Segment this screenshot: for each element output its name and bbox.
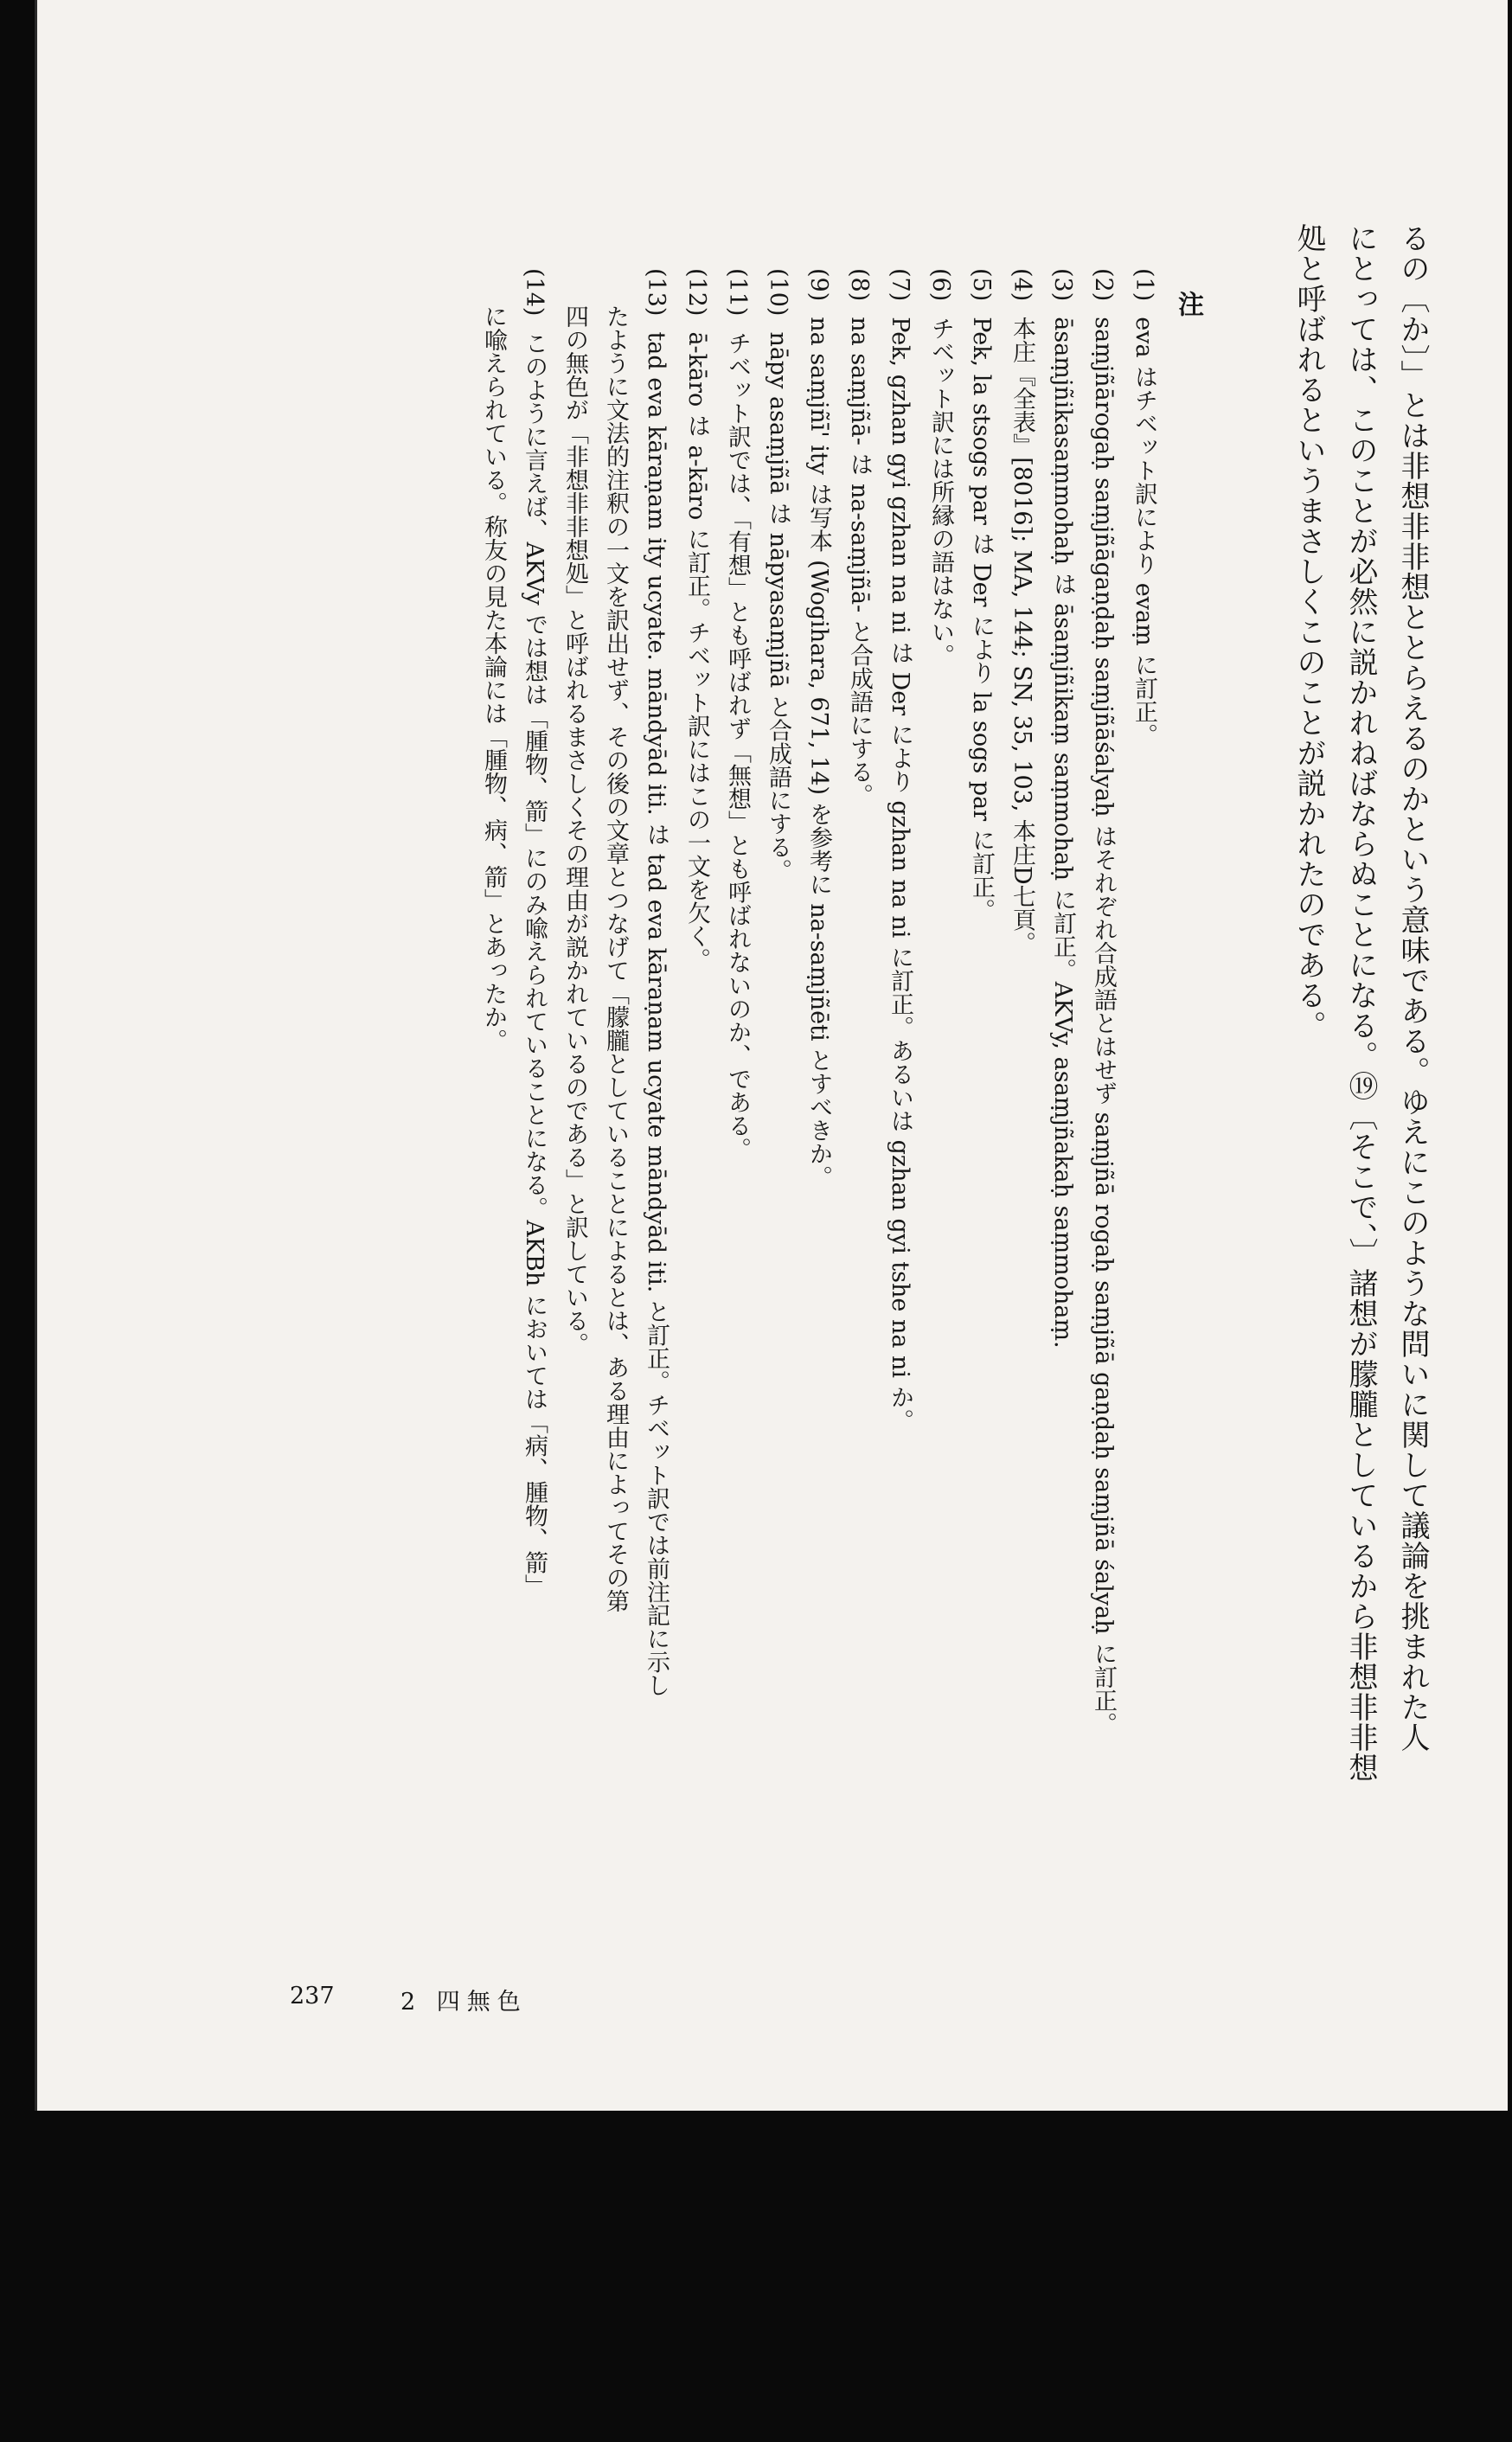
body-line-1: るの〔か〕」とは非想非非想ととらえるのかという意味である。ゆえにこのような問いに関して議論を挑まれた人 xyxy=(1395,223,1430,1753)
note-item-4 xyxy=(1005,268,1039,2406)
note-number: (5) xyxy=(968,268,995,302)
note-text: Pek, la stsogs par は Der により la sogs par に訂正。 xyxy=(968,317,995,922)
note-number: (3) xyxy=(1049,268,1076,302)
note-text: saṃjñārogaḥ saṃjñāgaṇḍaḥ saṃjñāśalyaḥ はそれぞれ合成語とはせず saṃjñā rogaḥ saṃjñā gaṇḍaḥ saṃjñā śalyaḥ に訂正。 xyxy=(1090,317,1117,1736)
note-text: に喩えられている。称友の見た本論には「腫物、病、箭」とあったか。 xyxy=(480,304,507,1052)
note-item-13 xyxy=(639,268,673,2406)
note-item-10 xyxy=(761,268,795,2406)
note-text: na saṃjñā- は na-saṃjñā- と合成語にする。 xyxy=(846,317,873,807)
note-text: 本庄『全表』[8016]; MA, 144; SN, 35, 103, 本庄D七頁。 xyxy=(1009,317,1035,955)
note-number: (8) xyxy=(846,268,873,302)
note-text: eva はチベット訳により evaṃ に訂正。 xyxy=(1131,317,1157,747)
note-number: (10) xyxy=(765,268,791,317)
body-line-2: にとっては、このことが必然に説かれねばならぬことになる。⑲〔そこで、〕諸想が朦朧としているから非想非非想 xyxy=(1343,223,1378,1783)
note-text: ā-kāro は a-kāro に訂正。チベット訳にはこの一文を欠く。 xyxy=(683,331,710,971)
note-number: (9) xyxy=(805,268,832,302)
note-text: チベット訳では、「有想」とも呼ばれず「無想」とも呼ばれないのか、である。 xyxy=(724,331,751,1161)
note-number: (4) xyxy=(1009,268,1035,302)
note-text: このように言えば、AKVy では想は「腫物、箭」にのみ喩えられていることになる。AKBh においては「病、腫物、箭」 xyxy=(521,331,548,1598)
note-item-14 xyxy=(517,268,551,2406)
note-number: (6) xyxy=(927,268,954,302)
note-number: (7) xyxy=(887,268,913,302)
note-text: たように文法的注釈の一文を訳出せず、その後の文章とつなげて「朦朧としていることによるとは、ある理由によってその第 xyxy=(602,304,629,1612)
body-line-3: 処と呼ばれるというまさしくこのことが説かれたのである。 xyxy=(1291,223,1326,1041)
note-text: Pek, gzhan gyi gzhan na ni は Der により gzhan na ni に訂正。あるいは gzhan gyi tshe na ni か。 xyxy=(887,317,913,1433)
book-page xyxy=(35,0,1508,2111)
note-text: tad eva kāraṇam ity ucyate. māndyād iti. は tad eva kāraṇam ucyate māndyād iti. と訂正。チベット訳では前注記に示し xyxy=(643,331,670,1697)
note-text: nāpy asaṃjñā は nāpyasaṃjñā と合成語にする。 xyxy=(765,331,791,882)
notes-heading: 注 xyxy=(1173,291,1203,317)
note-number: (2) xyxy=(1090,268,1117,302)
note-text: āsaṃjñikasaṃmohaḥ は āsaṃjñikaṃ saṃmohaḥ に訂正。AKVy, asaṃjñakaḥ saṃmohaṃ. xyxy=(1049,317,1076,1349)
note-item-13-cont-2 xyxy=(558,304,592,2442)
page-number: 237 xyxy=(290,1983,335,2009)
note-item-6 xyxy=(924,268,958,2406)
note-item-1 xyxy=(1127,268,1161,2406)
note-item-5 xyxy=(964,268,998,2406)
note-text: チベット訳には所縁の語はない。 xyxy=(927,317,954,668)
note-number: (1) xyxy=(1131,268,1157,302)
note-item-14-cont xyxy=(477,304,510,2442)
chapter-title: 2 四無色 xyxy=(400,1989,528,2016)
note-item-11 xyxy=(721,268,754,2406)
note-item-3 xyxy=(1046,268,1080,2406)
note-item-9 xyxy=(802,268,836,2406)
note-number: (11) xyxy=(724,268,751,317)
note-item-13-cont-1 xyxy=(599,304,632,2442)
note-item-7 xyxy=(883,268,917,2406)
note-text: 四の無色が「非想非非想処」と呼ばれるまさしくその理由が説かれているのである」と訳している。 xyxy=(561,304,588,1356)
note-item-2 xyxy=(1086,268,1120,2406)
note-number: (14) xyxy=(521,268,548,317)
note-text: na saṃjñī' ity は写本 (Wogihara, 671, 14) を参考に na-saṃjñēti とすべきか。 xyxy=(805,317,832,1189)
note-item-8 xyxy=(842,268,876,2406)
note-item-12 xyxy=(680,268,714,2406)
note-number: (12) xyxy=(683,268,710,317)
note-number: (13) xyxy=(643,268,670,317)
